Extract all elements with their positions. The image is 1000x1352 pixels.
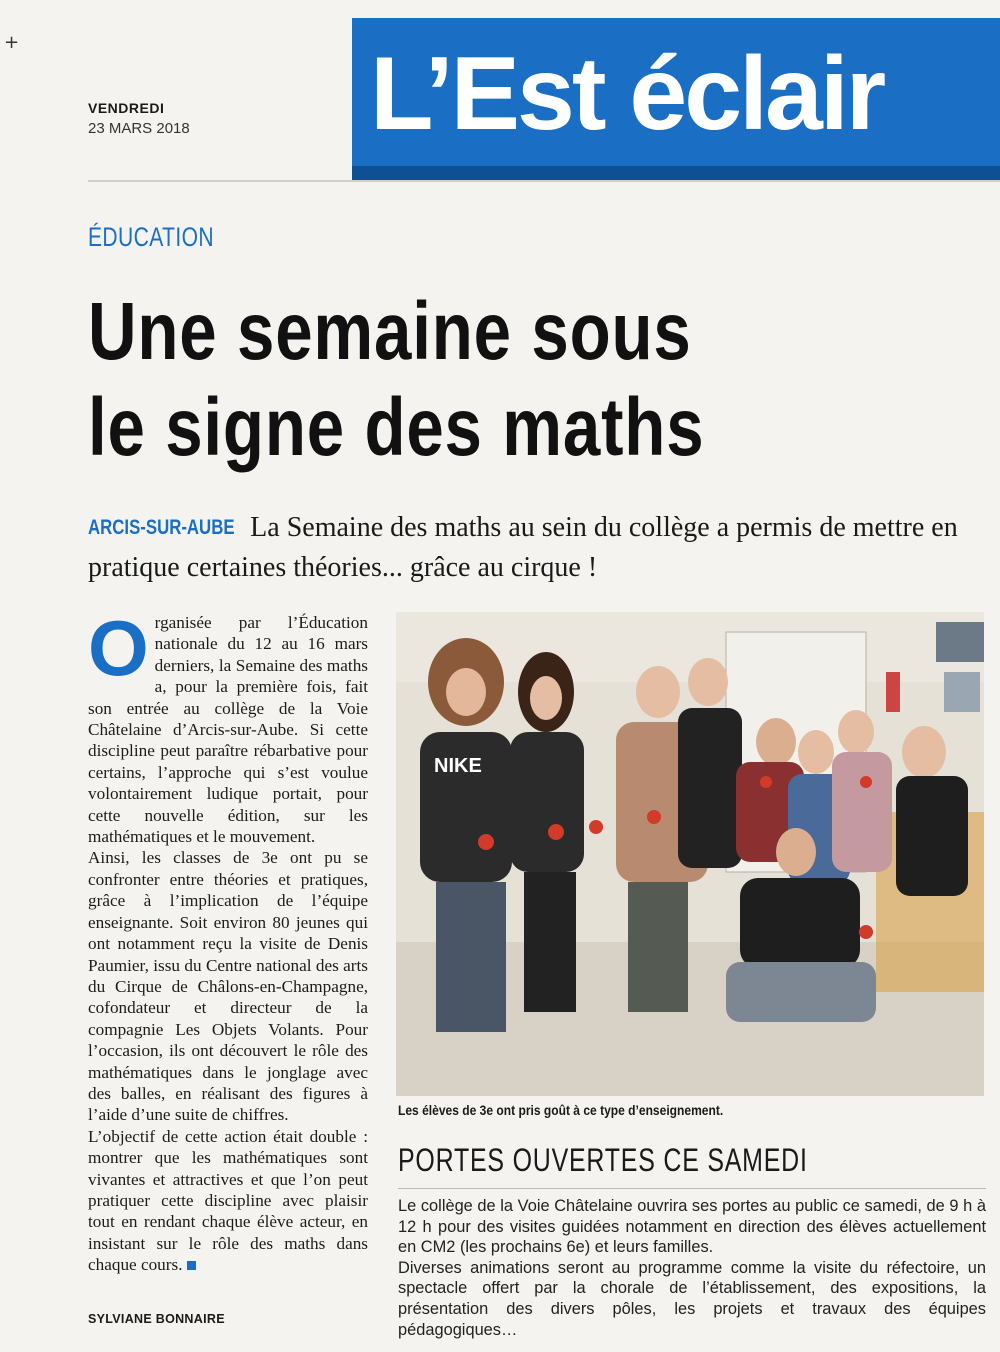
body-paragraph-3 [88, 1126, 368, 1276]
box-paragraph-2: Diverses animations seront au programme comme la visite du réfectoire, un spectacle offert par la chorale de l’établissement, des expositions, la présentation des divers pôles, les projets et travaux des équipes pédagogiques… [398, 1258, 986, 1339]
photo-shirt-text: NIKE [434, 755, 482, 777]
article-body [88, 604, 368, 1276]
date-block [88, 100, 190, 137]
byline: SYLVIANE BONNAIRE [88, 1312, 225, 1326]
masthead-title: L’Est éclair [370, 36, 884, 152]
header-rule [88, 180, 1000, 182]
article-place: ARCIS-SUR-AUBE [88, 516, 235, 539]
photo-illustration [396, 612, 984, 1096]
article-headline [88, 284, 826, 476]
box-title: PORTES OUVERTES CE SAMEDI [398, 1142, 808, 1178]
article-photo [396, 612, 984, 1096]
crop-mark: + [4, 32, 20, 53]
dropcap: O [88, 604, 149, 692]
box-text [398, 1196, 986, 1340]
body-paragraph-1: rganisée par l’Éducation nationale du 12 au 16 mars derniers, la Semaine des maths a, pour la première fois, fait son entrée au collège de la Voie Châtelaine d’Arcis-sur-Aube. Si cette discipline peut paraître rébarbative pour certains, l’approche qui s’est voulue volontairement ludique portait, pour cette nouvelle édition, sur les mathématiques et le mouvement. [88, 613, 368, 847]
photo-caption: Les élèves de 3e ont pris goût à ce type d’enseignement. [398, 1102, 724, 1118]
article-category: ÉDUCATION [88, 222, 214, 252]
body-paragraph-3-text: L’objectif de cette action était double : montrer que les mathématiques sont vivantes et attractives et que l’on peut pratiquer cette discipline avec plaisir tout en rendant chaque élève acteur, en insistant sur le rôle des maths dans chaque cours. [88, 1126, 368, 1275]
masthead-band [352, 166, 1000, 180]
body-paragraph-2: Ainsi, les classes de 3e ont pu se confronter entre théories et pratiques, grâce à l’implication de l’équipe enseignante. Soit environ 80 jeunes qui ont notamment reçu la visite de Denis Paumier, issu du Centre national des arts du Cirque de Châlons-en-Champagne, cofondateur et directeur de la compagnie Les Objets Volants. Pour l’occasion, ils ont découvert le rôle des mathématiques dans le jonglage avec des balles, en réalisant des figures à l’aide d’une suite de chiffres. [88, 848, 368, 1125]
end-mark-icon [187, 1261, 196, 1270]
headline-line-2: le signe des maths [88, 382, 705, 473]
date-day: VENDREDI [88, 100, 165, 116]
box-paragraph-1: Le collège de la Voie Châtelaine ouvrira ses portes au public ce samedi, de 9 h à 12 h pour des visites guidées notamment en direction des élèves actuellement en CM2 (les prochains 6e) et leurs familles. [398, 1197, 986, 1257]
article-chapo [88, 508, 988, 588]
box-rule [398, 1188, 986, 1189]
chapo-text: La Semaine des maths au sein du collège a permis de mettre en pratique certaines théories... grâce au cirque ! [88, 512, 958, 583]
date-full: 23 MARS 2018 [88, 120, 190, 137]
masthead [352, 18, 1000, 180]
headline-line-1: Une semaine sous [88, 286, 692, 377]
